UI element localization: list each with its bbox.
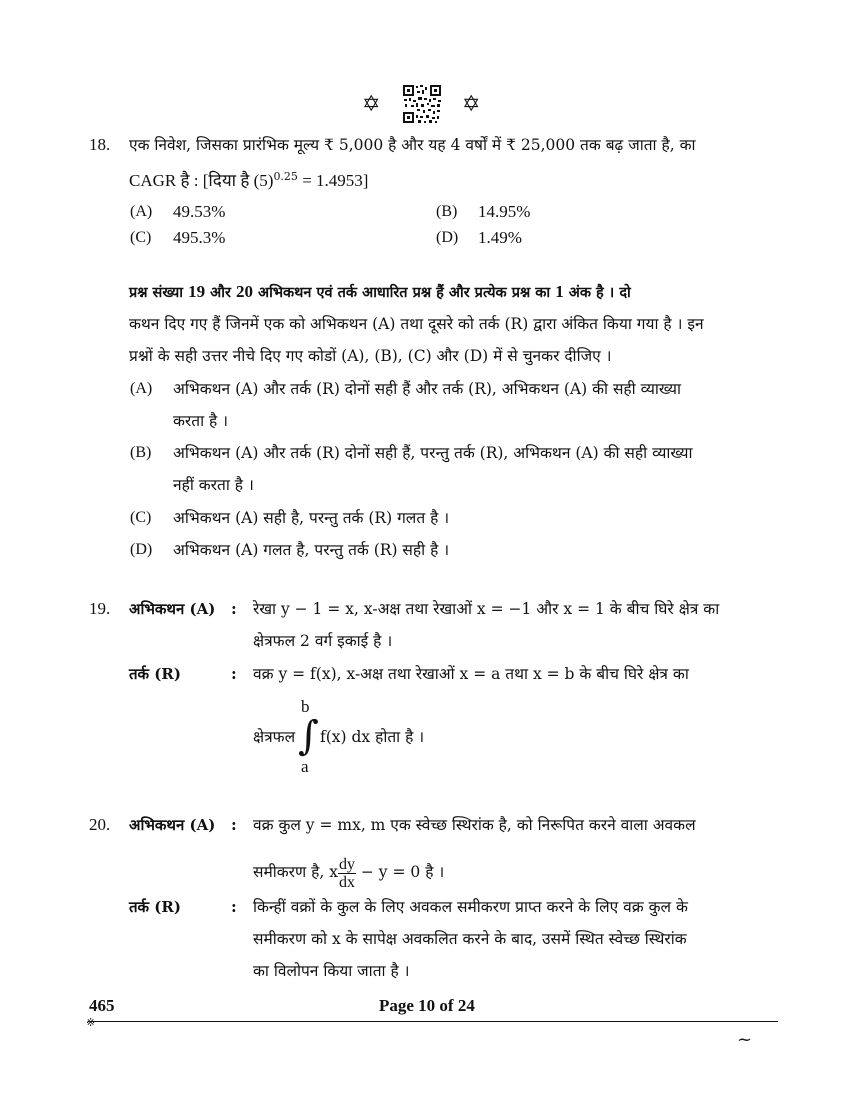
assertion-label: अभिकथन (A) [129,600,216,618]
question-number: 18. [89,135,111,154]
assertion-text: क्षेत्रफल 2 वर्ग इकाई है । [253,632,393,650]
question-number: 20. [89,815,111,834]
integral-sign: ∫ [298,713,319,759]
star-of-david-icon: ✡ [362,92,381,117]
option-label: (B) [436,203,458,220]
colon: : [231,897,237,916]
page-number: Page 10 of 24 [379,996,475,1015]
integral-lower-limit: a [301,757,309,776]
footer-rule [88,1021,778,1022]
instruction-text: कथन दिए गए हैं जिनमें एक को अभिकथन (A) तथा दूसरे को तर्क (R) द्वारा अंकित किया गया है । इन [129,315,704,333]
reason-text: समीकरण को x के सापेक्ष अवकलित करने के बाद, उसमें स्थित स्वेच्छ स्थिरांक [253,930,687,948]
code-text: अभिकथन (A) और तर्क (R) दोनों सही हैं और तर्क (R), अभिकथन (A) की सही व्याख्या [173,380,681,398]
code-label: (D) [130,541,153,558]
option-text: 1.49% [478,228,522,247]
footer-mark-icon: ※ [86,1016,96,1029]
tilde-mark: ~ [737,1029,753,1050]
question-text: CAGR है : [दिया है $(5)^{0.25} = 1.4953$] [129,170,369,191]
option-text: 495.3% [173,228,226,247]
reason-text: वक्र y = f(x), x-अक्ष तथा रेखाओं x = a तथा x = b के बीच घिरे क्षेत्र का [253,665,689,683]
code-label: (B) [130,444,152,461]
code-text: अभिकथन (A) सही है, परन्तु तर्क (R) गलत है । [173,509,450,527]
assertion-text: रेखा y − 1 = x, x-अक्ष तथा रेखाओं x = −1 और x = 1 के बीच घिरे क्षेत्र का [253,600,720,618]
instruction-text: प्रश्नों के सही उत्तर नीचे दिए गए कोडों (A), (B), (C) और (D) में से चुनकर दीजिए । [129,347,612,365]
reason-text: क्षेत्रफल [253,728,296,746]
paper-code: 465 [89,996,115,1015]
code-text: करता है । [173,412,229,430]
question-number: 19. [89,599,111,618]
qr-code-icon [402,84,442,124]
option-text: 49.53% [173,202,226,221]
colon: : [231,815,237,834]
code-text: अभिकथन (A) और तर्क (R) दोनों सही हैं, परन्तु तर्क (R), अभिकथन (A) की सही व्याख्या [173,444,693,462]
assertion-text: समीकरण है, x $\frac{dy}{dx}$ − y = 0 है । [253,855,445,891]
reason-text: f(x) dx होता है । [320,728,425,746]
question-text: एक निवेश, जिसका प्रारंभिक मूल्य ₹ 5,000 है और यह 4 वर्षों में ₹ 25,000 तक बढ़ जाता है, का [129,136,696,154]
reason-label: तर्क (R) [129,665,181,683]
reason-text: का विलोपन किया जाता है । [253,962,410,980]
option-text: 14.95% [478,202,531,221]
reason-label: तर्क (R) [129,898,181,916]
option-label: (A) [130,203,153,220]
assertion-text: वक्र कुल y = mx, m एक स्वेच्छ स्थिरांक है, को निरूपित करने वाला अवकल [253,816,696,834]
option-label: (D) [436,229,459,246]
code-text: अभिकथन (A) गलत है, परन्तु तर्क (R) सही है । [173,541,450,559]
colon: : [231,599,237,618]
option-label: (C) [130,229,152,246]
star-of-david-icon: ✡ [462,92,481,117]
assertion-label: अभिकथन (A) [129,816,216,834]
reason-text: किन्हीं वक्रों के कुल के लिए अवकल समीकरण प्राप्त करने के लिए वक्र कुल के [253,898,688,916]
integral-upper-limit: b [301,697,310,716]
colon: : [231,664,237,683]
instruction-text: प्रश्न संख्या 19 और 20 अभिकथन एवं तर्क आधारित प्रश्न हैं और प्रत्येक प्रश्न का 1 अंक है । दो [129,282,631,301]
code-label: (A) [130,380,153,397]
code-label: (C) [130,509,152,526]
code-text: नहीं करता है । [173,476,254,494]
fraction: $\frac{dy}{dx}$ [338,855,355,891]
qr-code [402,84,442,124]
